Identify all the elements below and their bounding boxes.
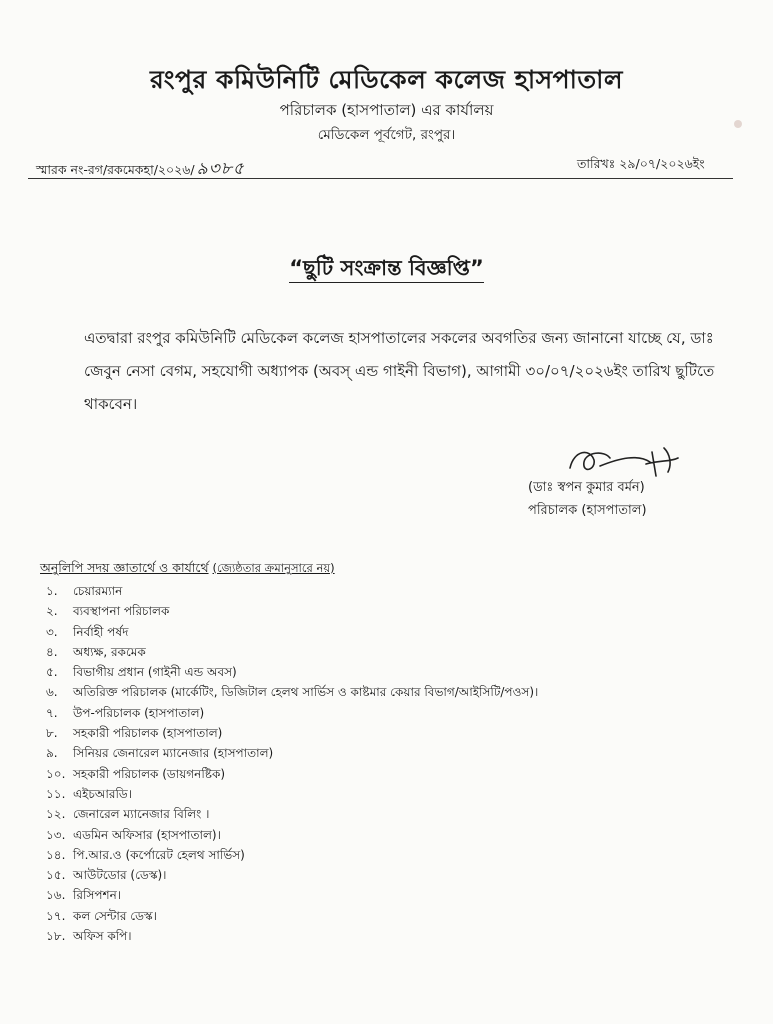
list-item-number: ১৩. bbox=[46, 827, 66, 842]
copy-to-list bbox=[40, 581, 538, 946]
memo-reference bbox=[36, 156, 245, 184]
list-item-number: ১৫. bbox=[46, 868, 66, 883]
memo-number: ৯৩৮৫ bbox=[196, 159, 245, 179]
list-item bbox=[40, 723, 538, 743]
list-item bbox=[40, 804, 538, 824]
list-item-number: ৬. bbox=[46, 685, 58, 700]
list-item-number: ১৪. bbox=[46, 847, 66, 862]
list-item bbox=[40, 703, 538, 723]
list-item-number: ২. bbox=[46, 604, 58, 619]
header-divider bbox=[28, 178, 733, 179]
list-item bbox=[40, 926, 538, 946]
list-item-number: ৫. bbox=[46, 665, 58, 680]
list-item-text: চেয়ারম্যান bbox=[73, 584, 123, 598]
list-item-text: এইচআরডি। bbox=[73, 786, 133, 801]
office-name: পরিচালক (হাসপাতাল) এর কার্যালয় bbox=[279, 101, 494, 119]
list-item bbox=[40, 865, 538, 885]
list-item bbox=[40, 622, 538, 642]
list-item bbox=[40, 642, 538, 662]
list-item-text: এডমিন অফিসার (হাসপাতাল)। bbox=[73, 827, 221, 842]
notice-title bbox=[0, 252, 773, 287]
list-item bbox=[40, 885, 538, 905]
hospital-name: রংপুর কমিউনিটি মেডিকেল কলেজ হাসপাতাল bbox=[150, 65, 623, 94]
list-item-text: সহকারী পরিচালক (হাসপাতাল) bbox=[73, 726, 223, 741]
list-item bbox=[40, 682, 538, 702]
list-item-text: অতিরিক্ত পরিচালক (মার্কেটিং, ডিজিটাল হেলথ সার্ভিস ও কাষ্টমার কেয়ার বিভাগ/আইসিটি/পওস)। bbox=[73, 685, 539, 700]
list-item-text: পি.আর.ও (কর্পোরেট হেলথ সার্ভিস) bbox=[73, 847, 245, 862]
list-item-number: ৭. bbox=[46, 705, 58, 720]
list-item bbox=[40, 764, 538, 784]
list-item-text: রিসিপশন। bbox=[73, 888, 122, 903]
list-item-text: সহকারী পরিচালক (ডায়গনষ্টিক) bbox=[73, 766, 226, 781]
list-item-number: ৪. bbox=[46, 644, 58, 659]
list-item-number: ৮. bbox=[46, 726, 58, 741]
list-item-text: সিনিয়র জেনারেল ম্যানেজার (হাসপাতাল) bbox=[73, 746, 274, 761]
list-item-number: ১০. bbox=[46, 766, 66, 781]
list-item-number: ১. bbox=[46, 584, 58, 598]
list-item-number: ১৭. bbox=[46, 908, 66, 923]
list-item-number: ১৮. bbox=[46, 929, 66, 944]
list-item-number: ১১. bbox=[46, 786, 66, 801]
copy-to-label: অনুলিপি সদয় জ্ঞাতার্থে ও কার্যার্থে bbox=[40, 560, 209, 575]
office-address: মেডিকেল পূর্বগেট, রংপুর। bbox=[317, 127, 456, 143]
list-item-text: অফিস কপি। bbox=[73, 929, 132, 944]
list-item-text: জেনারেল ম্যানেজার বিলিং । bbox=[73, 807, 210, 822]
list-item-text: ব্যবস্থাপনা পরিচালক bbox=[73, 604, 170, 619]
list-item-number: ১২. bbox=[46, 807, 66, 822]
list-item-text: কল সেন্টার ডেস্ক। bbox=[73, 908, 157, 923]
list-item-text: অধ্যক্ষ, রকমেক bbox=[73, 644, 146, 659]
memo-prefix: স্মারক নং-রগ/রকমেকহা/২০২৬/ bbox=[36, 162, 195, 177]
signatory-name: (ডাঃ স্বপন কুমার বর্মন) bbox=[528, 480, 645, 495]
list-item bbox=[40, 601, 538, 621]
list-item-text: বিভাগীয় প্রধান (গাইনী এন্ড অবস) bbox=[73, 665, 237, 680]
list-item bbox=[40, 743, 538, 763]
list-item bbox=[40, 784, 538, 804]
notice-body: এতদ্বারা রংপুর কমিউনিটি মেডিকেল কলেজ হাসপাতালের সকলের অবগতির জন্য জানানো যাচ্ছে যে, ডাঃ জেবুন নেসা বেগম, সহযোগী অধ্যাপক (অবস্ এন্ড গাইনী বিভাগ), আগামী ৩০/০৭/২০২৬ইং তারিখ ছুটিতে থাকবেন। bbox=[84, 329, 715, 413]
list-item-text: নির্বাহী পর্ষদ bbox=[73, 624, 129, 639]
list-item-text: আউটডোর (ডেস্ক)। bbox=[73, 868, 167, 883]
copy-to-heading bbox=[40, 560, 335, 580]
copy-to-note: (জ্যেষ্ঠতার ক্রমানুসারে নয়) bbox=[212, 561, 335, 575]
list-item-number: ৩. bbox=[46, 624, 58, 639]
memo-date: তারিখঃ ২৯/০৭/২০২৬ইং bbox=[577, 156, 705, 171]
signatory-designation: পরিচালক (হাসপাতাল) bbox=[528, 503, 647, 518]
list-item bbox=[40, 845, 538, 865]
list-item bbox=[40, 581, 538, 601]
list-item-text: উপ-পরিচালক (হাসপাতাল) bbox=[73, 705, 205, 720]
ink-smudge bbox=[734, 120, 742, 128]
list-item bbox=[40, 906, 538, 926]
list-item bbox=[40, 662, 538, 682]
list-item bbox=[40, 825, 538, 845]
notice-title-text: “ছুটি সংক্রান্ত বিজ্ঞপ্তি” bbox=[289, 256, 484, 283]
list-item-number: ১৬. bbox=[46, 888, 66, 903]
list-item-number: ৯. bbox=[46, 746, 58, 761]
